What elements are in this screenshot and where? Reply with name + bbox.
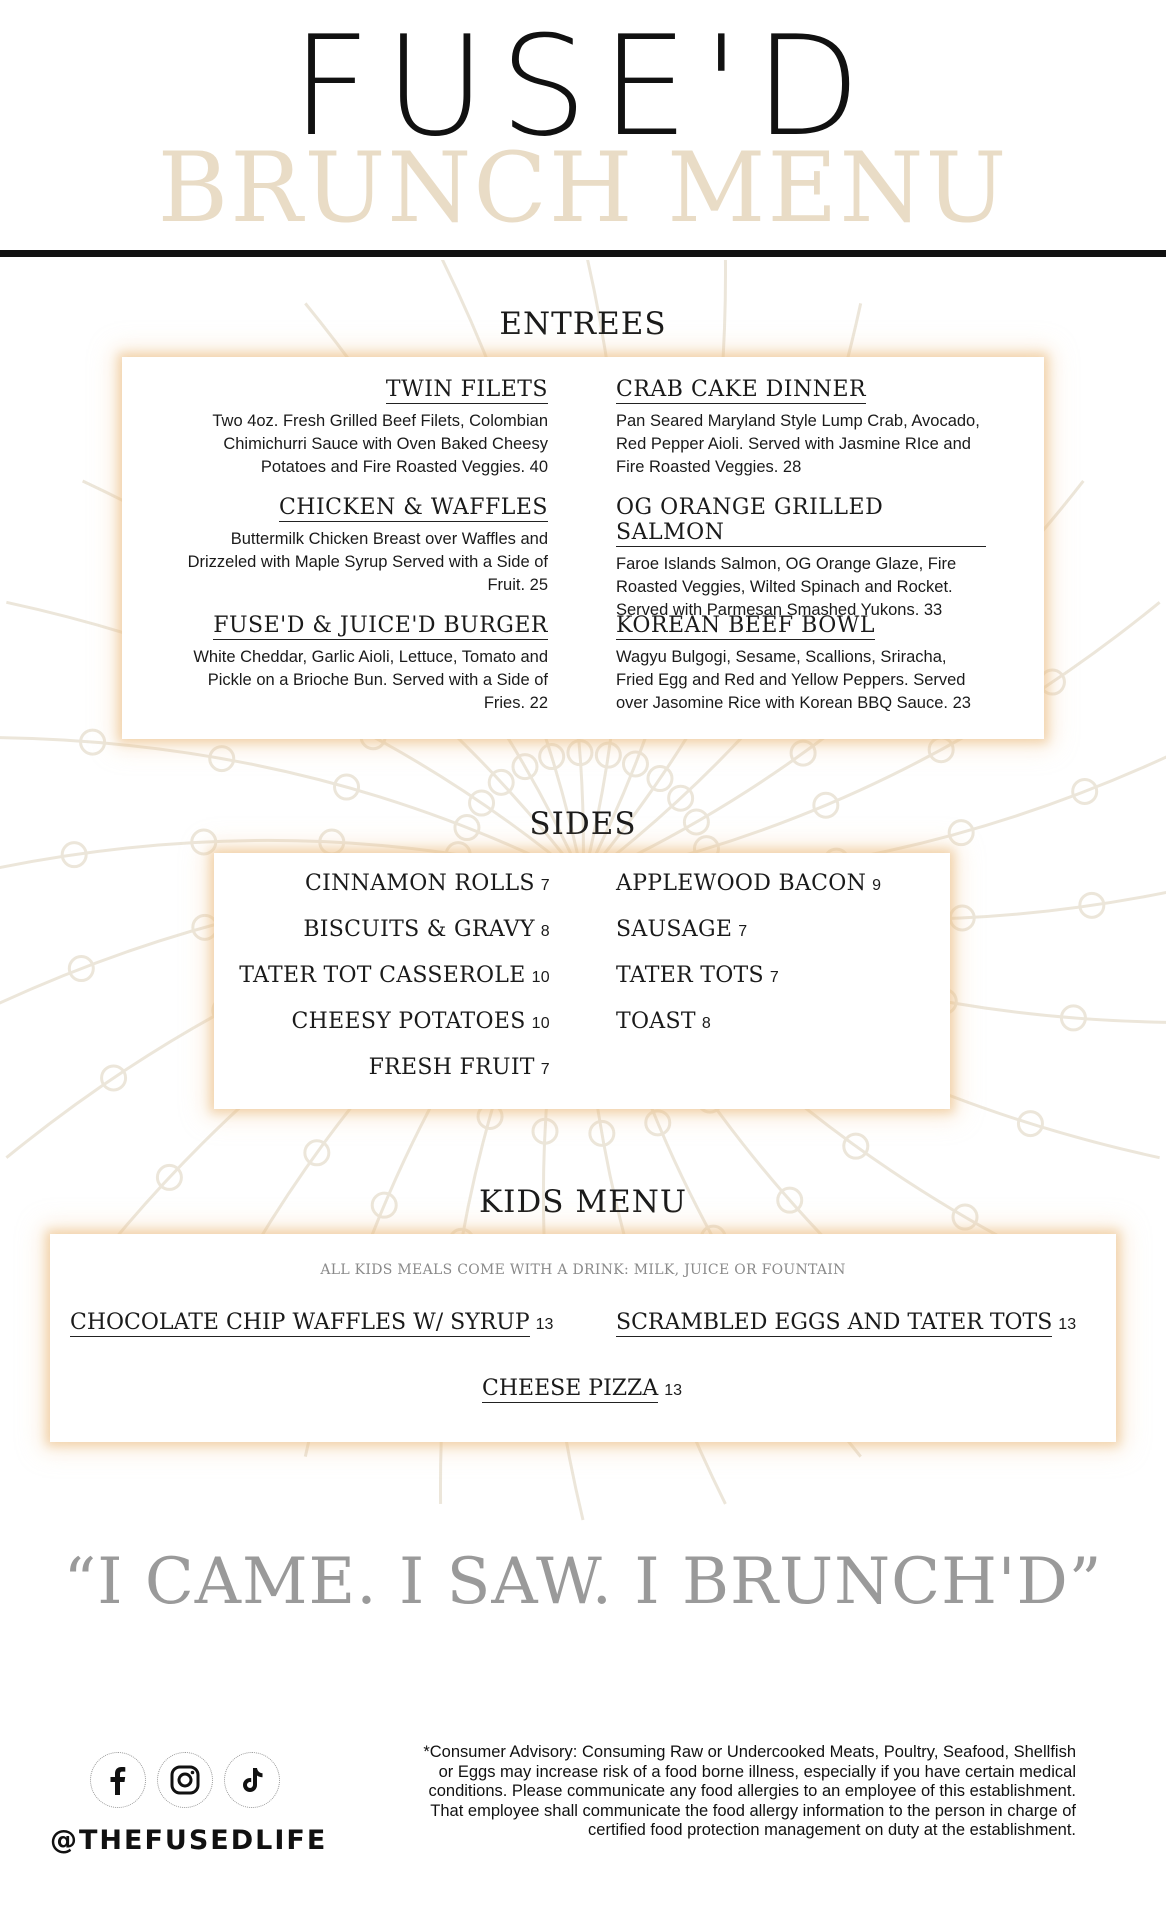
side-item — [616, 963, 779, 988]
entree-description: Faroe Islands Salmon, OG Orange Glaze, Fire Roasted Veggies, Wilted Spinach and Rocket. Served with Parmesan Smashed Yukons. 33 — [616, 555, 957, 619]
side-name: BISCUITS & GRAVY — [303, 917, 535, 942]
social-handle[interactable]: @THEFUSEDLIFE — [50, 1825, 328, 1856]
kids-item-name: SCRAMBLED EGGS AND TATER TOTS — [616, 1310, 1053, 1335]
side-name: CINNAMON ROLLS — [304, 871, 535, 896]
entree-description: Two 4oz. Fresh Grilled Beef Filets, Colombian Chimichurri Sauce with Oven Baked Cheesy Potatoes and Fire Roasted Veggies. 40 — [212, 412, 548, 476]
side-price: 8 — [540, 923, 550, 940]
side-name: TOAST — [616, 1009, 696, 1034]
side-item — [616, 871, 881, 896]
entree-item — [178, 613, 548, 715]
sides-right-column — [616, 871, 936, 1101]
side-price: 10 — [531, 969, 550, 986]
kids-item — [616, 1310, 1076, 1335]
entree-description: Buttermilk Chicken Breast over Waffles and Drizzeled with Maple Syrup Served with a Side of Fruit. 25 — [187, 530, 548, 594]
entree-name: CHICKEN & WAFFLES — [278, 495, 548, 520]
side-name: TATER TOTS — [616, 963, 764, 988]
entree-name: CRAB CAKE DINNER — [616, 377, 867, 402]
side-price: 10 — [531, 1015, 550, 1032]
entree-name: KOREAN BEEF BOWL — [616, 613, 876, 638]
kids-menu-heading: KIDS MENU — [479, 1184, 687, 1220]
side-name: SAUSAGE — [616, 917, 733, 942]
side-item — [292, 1009, 550, 1034]
kids-item-price: 13 — [1058, 1316, 1077, 1333]
entree-name: FUSE'D & JUICE'D BURGER — [213, 613, 548, 638]
header-divider — [0, 250, 1166, 257]
side-name: APPLEWOOD BACON — [616, 871, 867, 896]
side-price: 7 — [769, 969, 780, 986]
side-item — [616, 917, 747, 942]
side-name: TATER TOT CASSEROLE — [239, 963, 526, 988]
brand-logo: FUSE'D — [291, 6, 875, 167]
kids-item-name: CHEESE PIZZA — [482, 1376, 659, 1401]
kids-menu-box — [50, 1234, 1116, 1442]
entree-name: TWIN FILETS — [385, 377, 548, 402]
side-item — [369, 1055, 550, 1080]
side-price: 8 — [701, 1015, 712, 1032]
kids-item-price: 13 — [535, 1316, 554, 1333]
side-name: FRESH FRUIT — [368, 1055, 535, 1080]
side-name: CHEESY POTATOES — [291, 1009, 526, 1034]
side-item — [239, 963, 550, 988]
sides-left-column — [214, 871, 550, 1101]
facebook-icon[interactable] — [90, 1752, 146, 1808]
instagram-icon[interactable] — [157, 1752, 213, 1808]
sides-box — [214, 853, 950, 1109]
consumer-advisory: *Consumer Advisory: Consuming Raw or Undercooked Meats, Poultry, Seafood, Shellfish or Eggs may increase risk of a food borne illness, especially if you have certain medical conditions. Please communicate any food allergies to an employee of this establishment. That employee shall communicate the food allergy information to the person in charge of certified food protection management on duty at the establishment. — [423, 1743, 1076, 1839]
side-item — [305, 871, 550, 896]
entree-item — [178, 495, 548, 597]
brunch-quote: “I CAME. I SAW. I BRUNCH'D” — [63, 1545, 1103, 1619]
side-price: 7 — [738, 923, 748, 940]
sides-heading: SIDES — [529, 806, 637, 842]
entree-item — [616, 495, 986, 622]
menu-subtitle: BRUNCH MENU — [157, 132, 1009, 244]
entree-item — [616, 613, 986, 715]
entrees-heading: ENTREES — [499, 306, 667, 342]
side-price: 9 — [872, 877, 882, 894]
entrees-box — [122, 357, 1044, 739]
kids-item — [482, 1376, 682, 1401]
side-item — [303, 917, 550, 942]
side-price: 7 — [540, 877, 550, 894]
entree-item — [178, 377, 548, 479]
kids-drink-note: ALL KIDS MEALS COME WITH A DRINK: MILK, JUICE OR FOUNTAIN — [320, 1262, 846, 1278]
tiktok-icon[interactable] — [224, 1752, 280, 1808]
kids-item-name: CHOCOLATE CHIP WAFFLES W/ SYRUP — [70, 1310, 530, 1335]
kids-item — [70, 1310, 553, 1335]
kids-item-price: 13 — [664, 1382, 683, 1399]
entree-description: White Cheddar, Garlic Aioli, Lettuce, Tomato and Pickle on a Brioche Bun. Served with a Side of Fries. 22 — [193, 648, 548, 712]
entree-description: Pan Seared Maryland Style Lump Crab, Avocado, Red Pepper Aioli. Served with Jasmine RIce and Fire Roasted Veggies. 28 — [616, 412, 980, 476]
side-price: 7 — [540, 1061, 550, 1078]
entree-description: Wagyu Bulgogi, Sesame, Scallions, Sriracha, Fried Egg and Red and Yellow Peppers. Served over Jasomine Rice with Korean BBQ Sauce. 23 — [616, 648, 971, 712]
entree-name: OG ORANGE GRILLED SALMON — [616, 495, 986, 547]
entree-item — [616, 377, 986, 479]
side-item — [616, 1009, 711, 1034]
